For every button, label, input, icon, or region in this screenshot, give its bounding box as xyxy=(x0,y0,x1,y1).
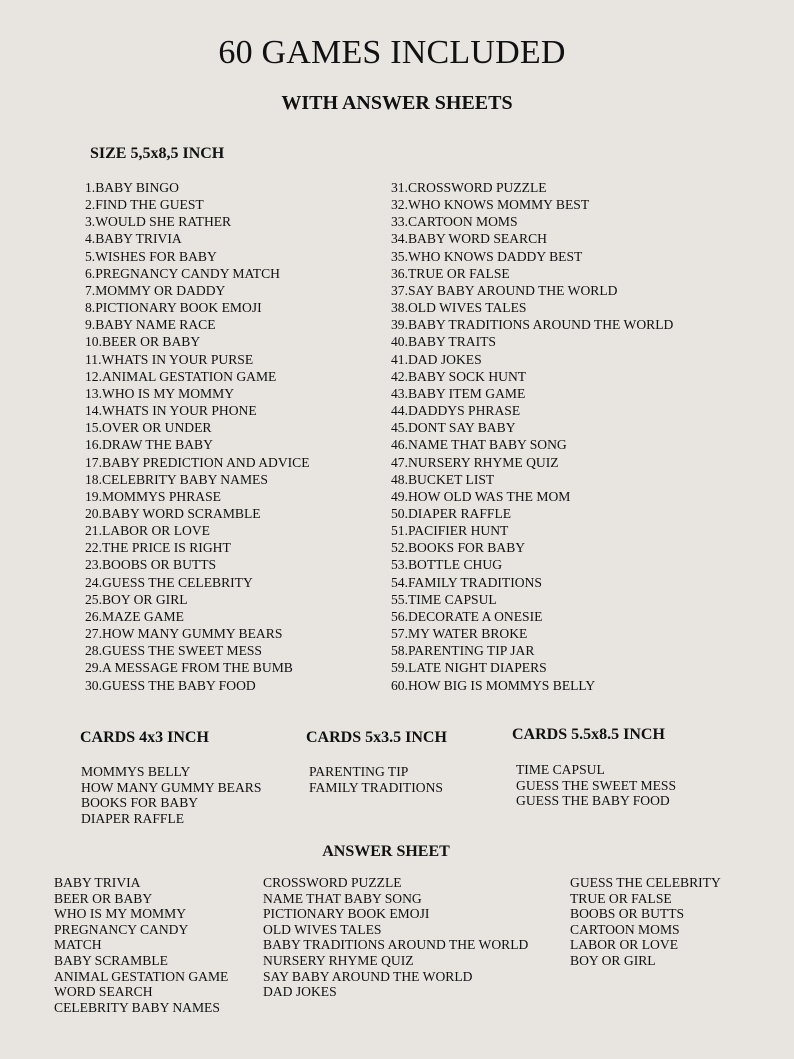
game-item: 6.PREGNANCY CANDY MATCH xyxy=(85,265,280,281)
answer-item: CELEBRITY BABY NAMES xyxy=(54,999,220,1015)
answer-item: SAY BABY AROUND THE WORLD xyxy=(263,968,473,984)
answer-sheet-column-2 xyxy=(263,875,528,1000)
game-item: 54.FAMILY TRADITIONS xyxy=(391,574,542,590)
answer-item: LABOR OR LOVE xyxy=(570,937,678,953)
game-item: 7.MOMMY OR DADDY xyxy=(85,282,226,298)
answer-item: ANIMAL GESTATION GAME xyxy=(54,968,229,984)
game-item: 28.GUESS THE SWEET MESS xyxy=(85,643,262,659)
game-item: 53.BOTTLE CHUG xyxy=(391,557,503,573)
answer-item: CARTOON MOMS xyxy=(570,921,680,937)
game-item: 34.BABY WORD SEARCH xyxy=(391,231,547,247)
answer-item: BOY OR GIRL xyxy=(570,952,656,968)
game-item: 57.MY WATER BROKE xyxy=(391,626,528,642)
game-item: 22.THE PRICE IS RIGHT xyxy=(85,540,231,556)
game-item: 9.BABY NAME RACE xyxy=(85,317,216,333)
answer-item: WHO IS MY MOMMY xyxy=(54,906,187,922)
answer-item: BOOBS OR BUTTS xyxy=(570,906,685,922)
games-list-column-1 xyxy=(85,179,310,694)
game-item: 43.BABY ITEM GAME xyxy=(391,385,526,401)
game-item: 45.DONT SAY BABY xyxy=(391,420,516,436)
game-item: 12.ANIMAL GESTATION GAME xyxy=(85,368,277,384)
page-title: 60 GAMES INCLUDED xyxy=(218,34,566,71)
game-item: 29.A MESSAGE FROM THE BUMB xyxy=(85,660,293,676)
card-item: GUESS THE BABY FOOD xyxy=(516,793,670,809)
game-item: 27.HOW MANY GUMMY BEARS xyxy=(85,626,283,642)
game-item: 18.CELEBRITY BABY NAMES xyxy=(85,471,268,487)
game-item: 16.DRAW THE BABY xyxy=(85,437,213,453)
game-item: 11.WHATS IN YOUR PURSE xyxy=(85,351,254,367)
cards-5x3-5-heading: CARDS 5x3.5 INCH xyxy=(306,729,447,746)
game-item: 48.BUCKET LIST xyxy=(391,471,495,487)
game-item: 39.BABY TRADITIONS AROUND THE WORLD xyxy=(391,317,674,333)
game-item: 3.WOULD SHE RATHER xyxy=(85,214,232,230)
answer-item: BABY TRADITIONS AROUND THE WORLD xyxy=(263,937,529,953)
game-item: 46.NAME THAT BABY SONG xyxy=(391,437,567,453)
answer-item: CROSSWORD PUZZLE xyxy=(263,875,402,890)
card-item: PARENTING TIP xyxy=(309,764,409,779)
game-item: 5.WISHES FOR BABY xyxy=(85,248,217,264)
game-item: 49.HOW OLD WAS THE MOM xyxy=(391,488,571,504)
game-item: 24.GUESS THE CELEBRITY xyxy=(85,574,253,590)
cards-5x3-5-list xyxy=(309,764,443,795)
answer-item: OLD WIVES TALES xyxy=(263,921,382,937)
cards-5-5x8-5-heading: CARDS 5.5x8.5 INCH xyxy=(512,726,665,743)
answer-item: BABY SCRAMBLE xyxy=(54,952,168,968)
game-item: 56.DECORATE A ONESIE xyxy=(391,608,543,624)
game-item: 30.GUESS THE BABY FOOD xyxy=(85,677,256,693)
answer-item: MATCH xyxy=(54,937,102,953)
game-item: 55.TIME CAPSUL xyxy=(391,591,497,607)
cards-4x3-heading: CARDS 4x3 INCH xyxy=(80,729,209,746)
answer-item: PICTIONARY BOOK EMOJI xyxy=(263,906,430,922)
game-item: 51.PACIFIER HUNT xyxy=(391,523,509,539)
card-item: MOMMYS BELLY xyxy=(81,764,191,779)
answer-item: DAD JOKES xyxy=(263,984,337,1000)
cards-4x3-list xyxy=(81,764,261,826)
answer-item: BEER OR BABY xyxy=(54,890,153,906)
card-item: HOW MANY GUMMY BEARS xyxy=(81,779,262,795)
game-item: 4.BABY TRIVIA xyxy=(85,231,182,247)
game-item: 36.TRUE OR FALSE xyxy=(391,265,510,281)
game-item: 32.WHO KNOWS MOMMY BEST xyxy=(391,197,590,213)
game-item: 52.BOOKS FOR BABY xyxy=(391,540,526,556)
game-item: 15.OVER OR UNDER xyxy=(85,420,212,436)
game-item: 59.LATE NIGHT DIAPERS xyxy=(391,660,547,676)
game-item: 50.DIAPER RAFFLE xyxy=(391,505,512,521)
answer-item: PREGNANCY CANDY xyxy=(54,921,189,937)
game-item: 8.PICTIONARY BOOK EMOJI xyxy=(85,300,262,316)
game-item: 44.DADDYS PHRASE xyxy=(391,403,521,419)
game-item: 41.DAD JOKES xyxy=(391,351,482,367)
card-item: GUESS THE SWEET MESS xyxy=(516,777,676,793)
answer-sheet-column-3 xyxy=(570,875,721,969)
game-item: 35.WHO KNOWS DADDY BEST xyxy=(391,248,583,264)
game-item: 42.BABY SOCK HUNT xyxy=(391,368,527,384)
card-item: FAMILY TRADITIONS xyxy=(309,779,443,795)
game-item: 23.BOOBS OR BUTTS xyxy=(85,557,217,573)
cards-5-5x8-5-list xyxy=(516,762,676,809)
answer-item: TRUE OR FALSE xyxy=(570,890,672,906)
game-item: 2.FIND THE GUEST xyxy=(85,197,204,213)
answer-item: WORD SEARCH xyxy=(54,984,153,1000)
answer-item: NAME THAT BABY SONG xyxy=(263,890,422,906)
game-item: 33.CARTOON MOMS xyxy=(391,214,518,230)
game-item: 47.NURSERY RHYME QUIZ xyxy=(391,454,559,470)
game-item: 58.PARENTING TIP JAR xyxy=(391,643,535,659)
game-item: 17.BABY PREDICTION AND ADVICE xyxy=(85,454,310,470)
answer-sheet-heading: ANSWER SHEET xyxy=(322,843,450,860)
games-list-column-2 xyxy=(391,179,673,694)
game-item: 21.LABOR OR LOVE xyxy=(85,523,210,539)
page-subtitle: WITH ANSWER SHEETS xyxy=(281,92,513,114)
game-item: 37.SAY BABY AROUND THE WORLD xyxy=(391,282,618,298)
game-item: 38.OLD WIVES TALES xyxy=(391,300,527,316)
game-item: 10.BEER OR BABY xyxy=(85,334,201,350)
game-item: 19.MOMMYS PHRASE xyxy=(85,488,221,504)
answer-item: GUESS THE CELEBRITY xyxy=(570,875,721,890)
game-item: 25.BOY OR GIRL xyxy=(85,591,188,607)
game-item: 26.MAZE GAME xyxy=(85,608,184,624)
card-item: TIME CAPSUL xyxy=(516,762,605,777)
game-item: 1.BABY BINGO xyxy=(85,180,179,195)
game-item: 14.WHATS IN YOUR PHONE xyxy=(85,403,257,419)
game-item: 40.BABY TRAITS xyxy=(391,334,496,350)
game-item: 60.HOW BIG IS MOMMYS BELLY xyxy=(391,677,596,693)
size-label: SIZE 5,5x8,5 INCH xyxy=(90,145,225,162)
card-item: DIAPER RAFFLE xyxy=(81,810,185,826)
game-item: 31.CROSSWORD PUZZLE xyxy=(391,180,547,195)
answer-sheet-column-1 xyxy=(54,875,228,1015)
answer-item: NURSERY RHYME QUIZ xyxy=(263,952,414,968)
answer-item: BABY TRIVIA xyxy=(54,875,141,890)
game-item: 20.BABY WORD SCRAMBLE xyxy=(85,505,261,521)
game-item: 13.WHO IS MY MOMMY xyxy=(85,385,235,401)
card-item: BOOKS FOR BABY xyxy=(81,795,199,811)
